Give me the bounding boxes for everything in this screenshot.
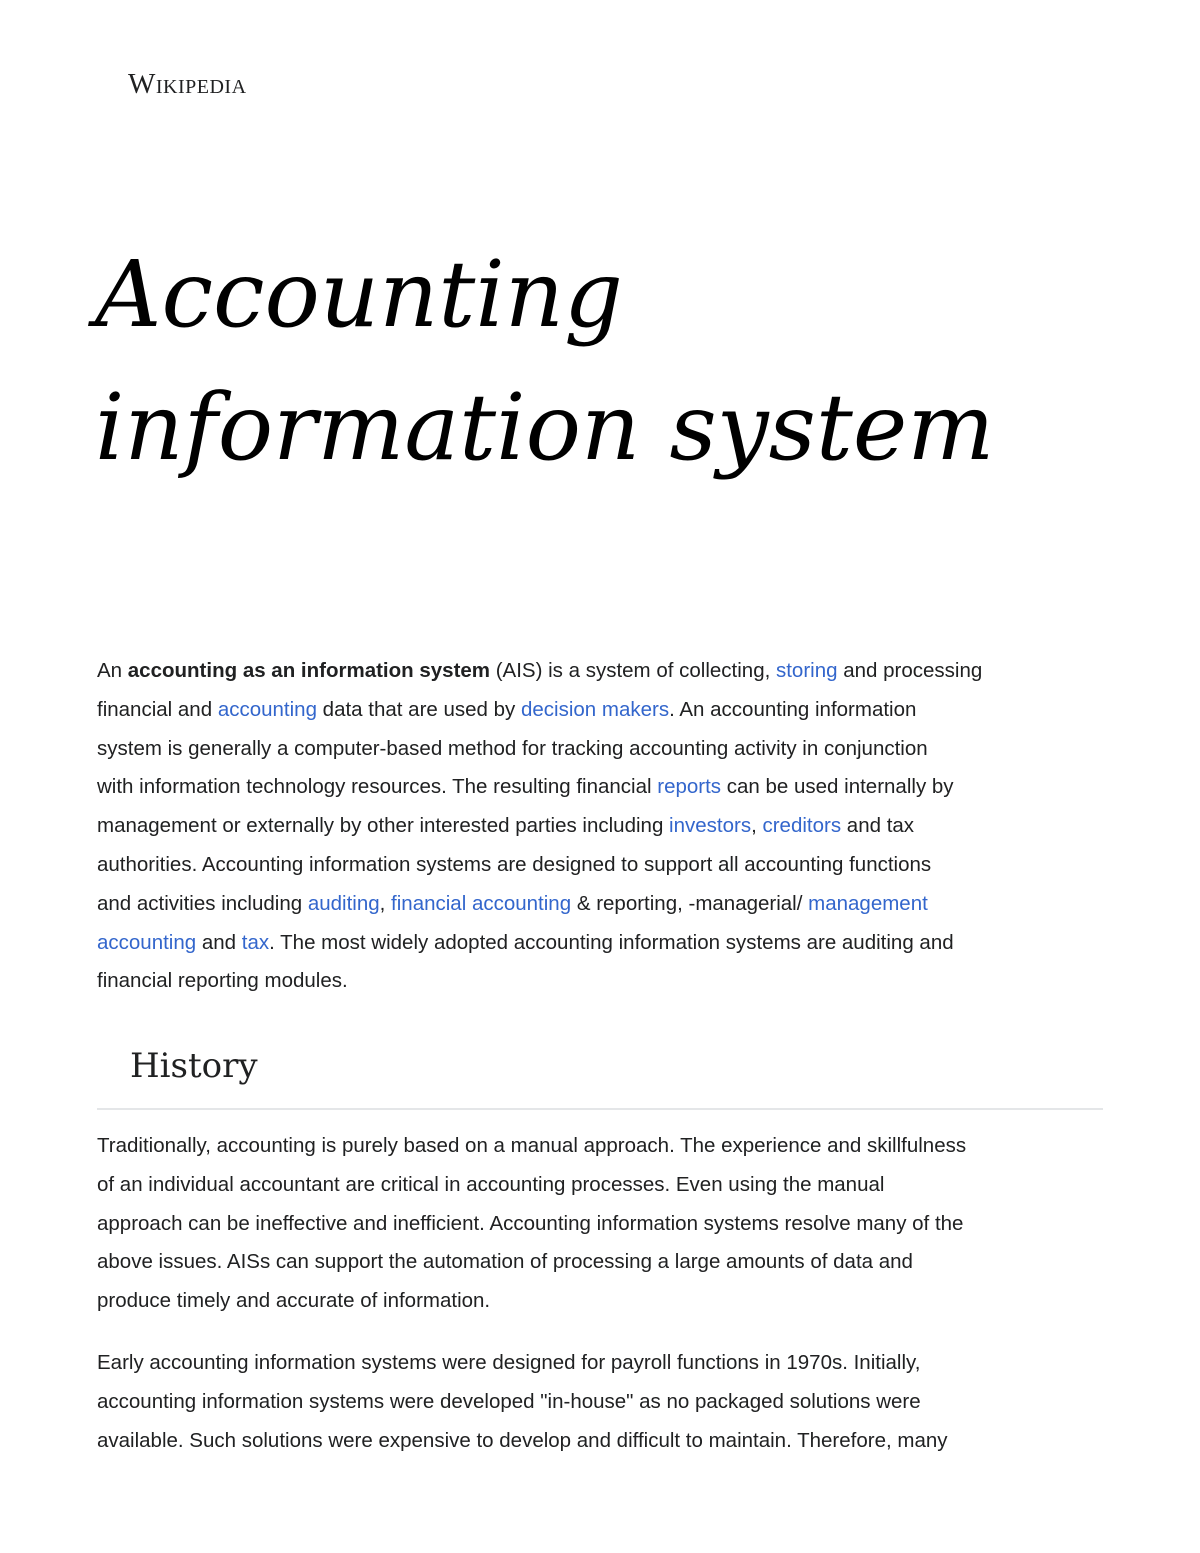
text-span: with information technology resources. The resulting financial (97, 775, 658, 799)
text-span: and activities including (97, 891, 308, 915)
text-line (97, 691, 1107, 730)
text-line: approach can be ineffective and inefficient. Accounting information systems resolve many of the (97, 1211, 964, 1235)
text-span: (AIS) is a system of collecting, (490, 659, 776, 682)
link-decision-makers[interactable]: decision makers (520, 697, 670, 721)
section-heading-history: History (130, 1046, 258, 1086)
link-storing[interactable]: storing (775, 659, 838, 682)
text-line (97, 807, 1107, 846)
text-line: financial reporting modules. (97, 969, 348, 993)
text-line (97, 652, 1107, 691)
text-line: Early accounting information systems were designed for payroll functions in 1970s. Initially, (97, 1351, 921, 1374)
bold-term: accounting as an information system (127, 659, 491, 682)
history-paragraph-2 (97, 1344, 1107, 1460)
text-span: and tax (841, 814, 915, 838)
text-span: . An accounting information (669, 697, 917, 721)
text-span: management or externally by other interested parties including (97, 814, 670, 838)
text-line (97, 924, 1107, 963)
text-line: above issues. AISs can support the automation of processing a large amounts of data and (97, 1250, 913, 1274)
intro-paragraph (97, 652, 1107, 1001)
text-line: produce timely and accurate of information. (97, 1289, 491, 1313)
link-reports[interactable]: reports (657, 775, 722, 799)
link-management-accounting[interactable]: management (808, 891, 928, 915)
history-paragraph-1 (97, 1127, 1107, 1321)
text-span: and processing (837, 659, 983, 682)
wikipedia-logo[interactable]: Wikipedia (128, 68, 247, 100)
text-line: system is generally a computer-based method for tracking accounting activity in conjunction (97, 736, 928, 760)
text-span: & reporting, -managerial/ (571, 891, 809, 915)
page-title-line: information system (95, 374, 995, 481)
link-investors[interactable]: investors (669, 814, 752, 838)
text-span: , (751, 814, 763, 838)
link-accounting[interactable]: accounting (217, 697, 317, 721)
article-intro (97, 652, 1107, 1001)
link-tax[interactable]: tax (241, 930, 270, 954)
link-creditors[interactable]: creditors (762, 814, 842, 838)
text-line: of an individual accountant are critical in accounting processes. Even using the manual (97, 1172, 885, 1196)
link-management-accounting[interactable]: accounting (97, 930, 197, 954)
text-span: . The most widely adopted accounting information systems are auditing and (269, 930, 954, 954)
page-title-line: Accounting (95, 241, 623, 348)
link-auditing[interactable]: auditing (307, 891, 380, 915)
text-line (97, 885, 1107, 924)
text-line (97, 768, 1107, 807)
text-span: data that are used by (316, 697, 521, 721)
text-span: can be used internally by (721, 775, 954, 799)
text-line: Traditionally, accounting is purely based on a manual approach. The experience and skillfulness (97, 1134, 967, 1157)
heading-divider (97, 1108, 1103, 1110)
text-span: and (196, 930, 242, 954)
text-line: available. Such solutions were expensive to develop and difficult to maintain. Therefore, many (97, 1428, 948, 1452)
text-line: authorities. Accounting information systems are designed to support all accounting functions (97, 852, 932, 876)
page-title (95, 228, 1105, 494)
text-span: , (379, 891, 392, 915)
link-financial-accounting[interactable]: financial accounting (391, 891, 572, 915)
text-span: An (97, 659, 128, 682)
text-line: accounting information systems were developed "in-house" as no packaged solutions were (97, 1389, 921, 1413)
text-span: financial and (97, 697, 218, 721)
